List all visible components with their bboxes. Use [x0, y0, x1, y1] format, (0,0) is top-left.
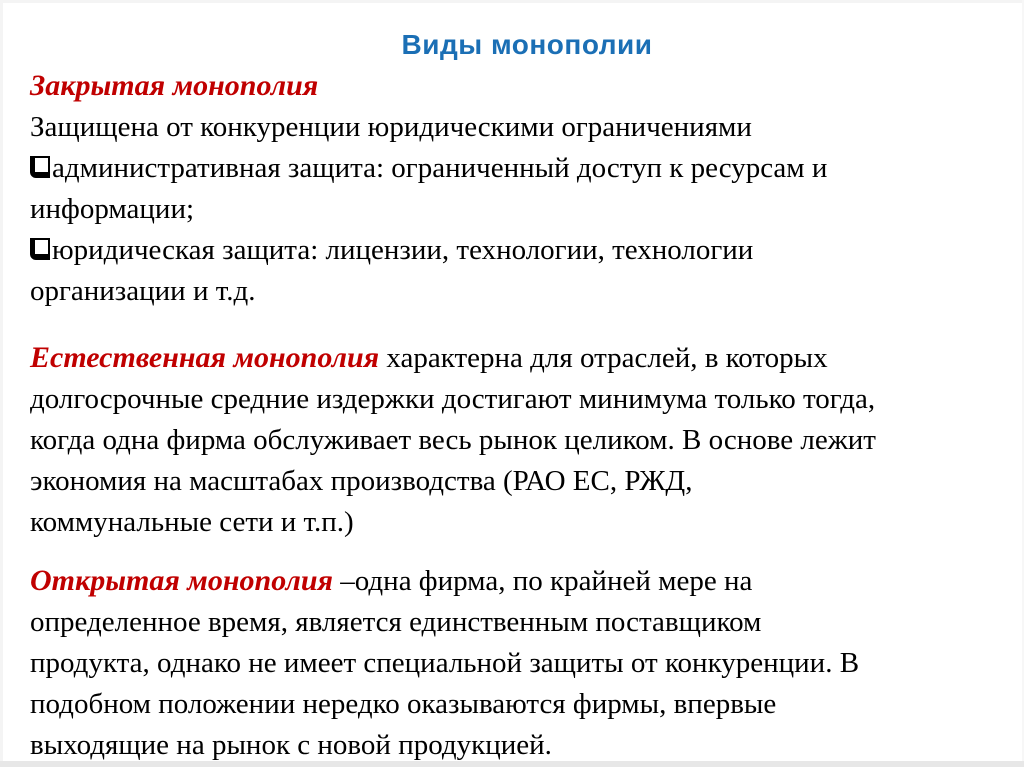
open-monopoly-line-4: подобном положении нередко оказываются фирмы, впервые: [30, 688, 777, 720]
open-monopoly-block: [30, 560, 1024, 766]
slide-title: Виды монополии: [401, 29, 653, 60]
shadowed-square-bullet-icon: [30, 156, 50, 178]
closed-monopoly-intro: Защищена от конкуренции юридическими ограничениями: [30, 111, 752, 143]
natural-monopoly-block: [30, 337, 1024, 543]
natural-monopoly-line-2: долгосрочные средние издержки достигают минимума только тогда,: [30, 383, 876, 415]
open-monopoly-line-1-rest: –одна фирма, по крайней мере на: [333, 565, 753, 597]
slide-edge-bottom: [0, 761, 1024, 767]
open-monopoly-line-3: продукта, однако не имеет специальной защиты от конкуренции. В: [30, 647, 860, 679]
slide-edge-top: [0, 0, 1024, 3]
shadowed-square-bullet-icon: [30, 238, 50, 260]
closed-monopoly-bullet-1-line-1: [30, 148, 1024, 189]
closed-monopoly-block: [30, 65, 1024, 312]
natural-monopoly-line-3: когда одна фирма обслуживает весь рынок целиком. В основе лежит: [30, 424, 876, 456]
slide-content: [30, 24, 1024, 766]
closed-monopoly-bullet-1-line-2: информации;: [30, 193, 195, 225]
closed-monopoly-bullet-2-line-2: организации и т.д.: [30, 275, 256, 307]
natural-monopoly-line-1-rest: характерна для отраслей, в которых: [379, 342, 828, 374]
open-monopoly-line-1: [30, 560, 1024, 602]
open-monopoly-line-5: выходящие на рынок с новой продукцией.: [30, 729, 552, 761]
bullet-1-text-line-1: административная защита: ограниченный доступ к ресурсам и: [52, 152, 828, 184]
closed-monopoly-bullet-2-line-1: [30, 230, 1024, 271]
natural-monopoly-line-1: [30, 337, 1024, 379]
open-monopoly-heading-text: Открытая монополия: [30, 564, 333, 597]
natural-monopoly-line-4: экономия на масштабах производства (РАО ЕС, РЖД,: [30, 465, 693, 497]
natural-monopoly-heading-text: Естественная монополия: [30, 341, 380, 374]
natural-monopoly-line-5: коммунальные сети и т.п.): [30, 506, 354, 538]
open-monopoly-line-2: определенное время, является единственным поставщиком: [30, 606, 762, 638]
closed-monopoly-heading-text: Закрытая монополия: [30, 69, 319, 102]
bullet-2-text-line-1: юридическая защита: лицензии, технологии, технологии: [52, 234, 754, 266]
slide-edge-left: [0, 0, 3, 767]
closed-monopoly-heading: [30, 65, 1024, 107]
